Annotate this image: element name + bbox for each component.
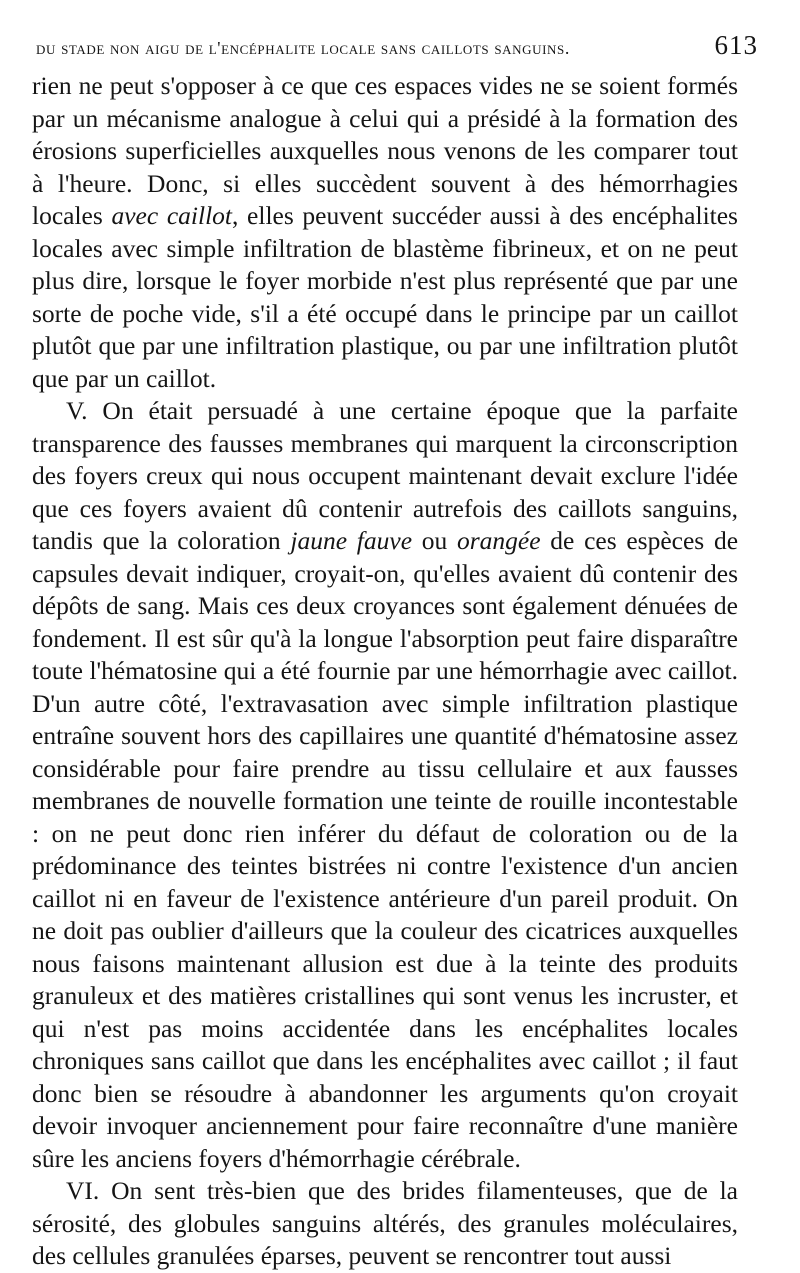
- paragraph-continued: [32, 70, 738, 395]
- italic-phrase: orangée: [456, 526, 541, 555]
- page-number: 613: [714, 30, 758, 60]
- text-run: , elles peuvent succéder aussi à des encéphalites locales avec simple infiltration de blastème fibrineux, et on ne peut plus dire, lorsque le foyer morbide n'est plus représenté que par une sorte de poche vide, s'il a été occupé dans le principe par un caillot plutôt que par une infiltration plastique, ou par une infiltration plutôt que par un caillot.: [32, 201, 738, 393]
- text-run: V. On était persuadé à une certaine époque que la parfaite transparence des fausses membranes qui marquent la circonscription des foyers creux qui nous occupent maintenant devait exclure l'idée que ces foyers avaient dû contenir autrefois des caillots sanguins, tandis que la coloration: [32, 396, 738, 555]
- italic-phrase: avec caillot: [111, 201, 232, 230]
- text-run: rien ne peut s'opposer à ce que ces espaces vides ne se soient formés par un mécanisme analogue à celui qui a présidé à la formation des érosions superficielles auxquelles nous venons de les comparer tout à l'heure. Donc, si elles succèdent souvent à des hémorrhagies locales: [32, 71, 738, 230]
- paragraph-section-v: [32, 395, 738, 1175]
- text-run: de ces espèces de capsules devait indiquer, croyait-on, qu'elles avaient dû contenir des dépôts de sang. Mais ces deux croyances sont également dénuées de fondement. Il est sûr qu'à la longue l'absorption peut faire disparaître toute l'hématosine qui a été fournie par une hémorrhagie avec caillot. D'un autre côté, l'extravasation avec simple infiltration plastique entraîne souvent hors des capillaires une quantité d'hématosine assez considérable pour faire prendre au tissu cellulaire et aux fausses membranes de nouvelle formation une teinte de rouille incontestable : on ne peut donc rien inférer du défaut de coloration ou de la prédominance des teintes bistrées ni contre l'existence d'un ancien caillot ni en faveur de l'existence antérieure d'un pareil produit. On ne doit pas oublier d'ailleurs que la couleur des cicatrices auxquelles nous faisons maintenant allusion est due à la teinte des produits granuleux et des matières cristallines qui sont venus les incruster, et qui n'est pas moins accidentée dans les encéphalites locales chroniques sans caillot que dans les encéphalites avec caillot ; il faut donc bien se résoudre à abandonner les arguments qu'on croyait devoir invoquer anciennement pour faire reconnaître d'une manière sûre les anciens foyers d'hémorrhagie cérébrale.: [32, 526, 739, 1173]
- running-title: du stade non aigu de l'encéphalite locale sans caillots sanguins.: [36, 38, 570, 58]
- text-run: VI. On sent très-bien que des brides filamenteuses, que de la sérosité, des globules sanguins altérés, des granules moléculaires, des cellules granulées éparses, peuvent se rencontrer tout aussi: [32, 1176, 738, 1270]
- body-text: [32, 70, 738, 1273]
- text-run: ou: [412, 526, 457, 555]
- paragraph-section-vi: [32, 1175, 738, 1273]
- italic-phrase: jaune fauve: [290, 526, 413, 555]
- running-head: [36, 30, 758, 70]
